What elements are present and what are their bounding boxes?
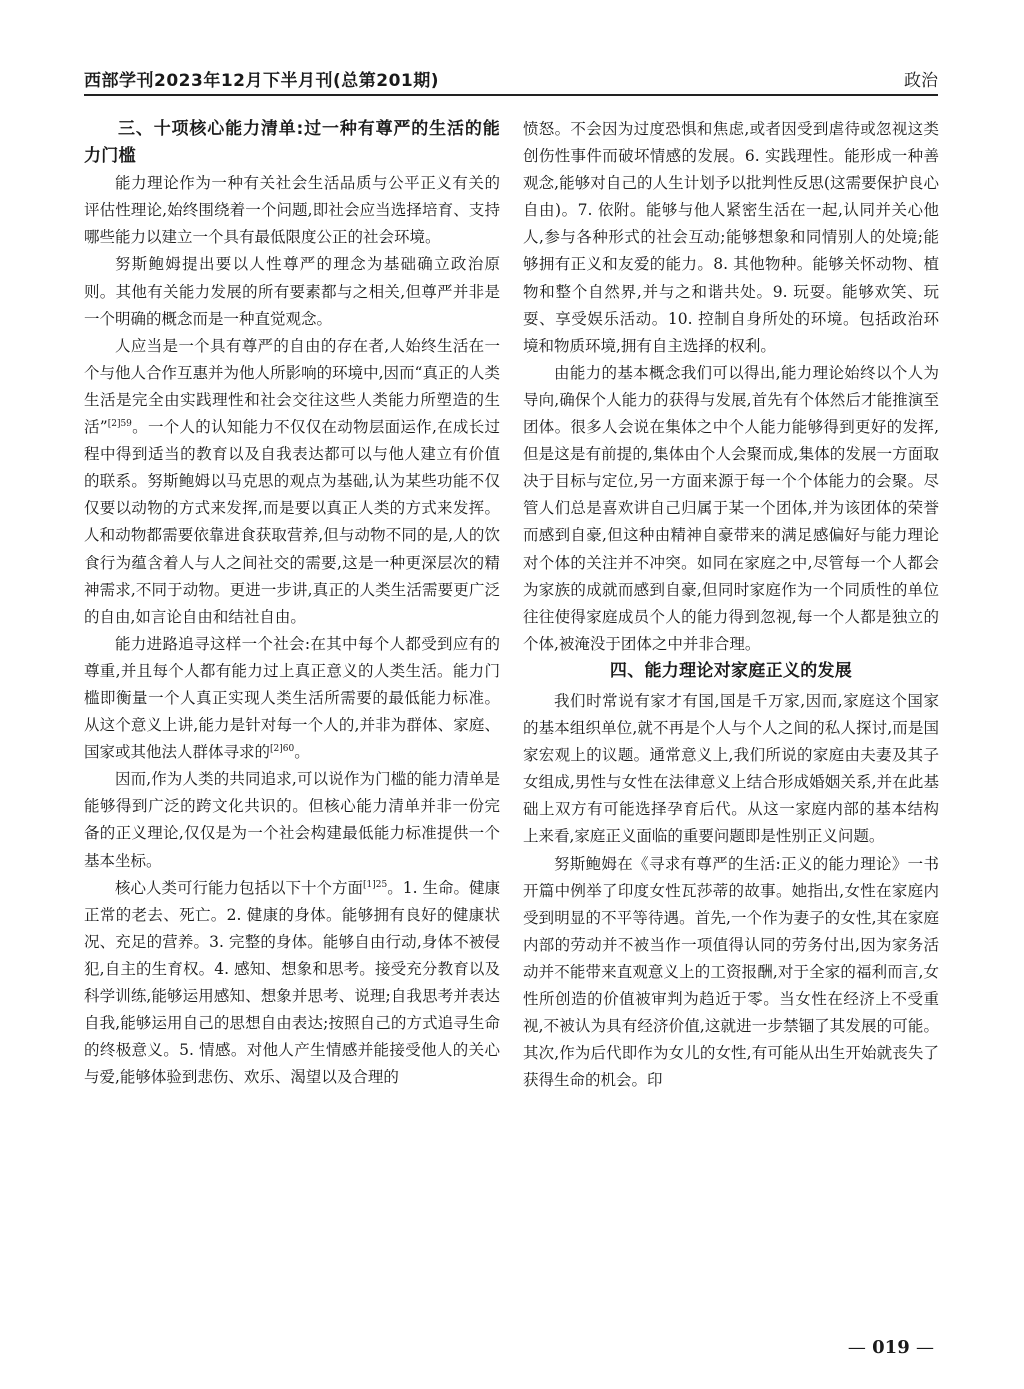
section-heading-3: 三、十项核心能力清单:过一种有尊严的生活的能力门槛	[84, 119, 500, 167]
citation-ref: [2]59	[107, 418, 132, 429]
paragraph: 努斯鲍姆在《寻求有尊严的生活:正义的能力理论》一书开篇中例举了印度女性瓦莎蒂的故事。她指出,女性在家庭内受到明显的不平等待遇。首先,一个作为妻子的女性,其在家庭内部的劳动并不被当作一项值得认同的劳务付出,因为家务活动并不能带来直观意义上的工资报酬,对于全家的福利而言,女性所创造的价值被审判为趋近于零。当女性在经济上不受重视,不被认为具有经济价值,这就进一步禁锢了其发展的可能。其次,作为后代即作为女儿的女性,有可能从出生开始就丧失了获得生命的机会。印	[523, 854, 939, 1090]
page-number-text: 019	[872, 1337, 910, 1358]
folio-dash: —	[847, 1337, 866, 1358]
paragraph	[84, 631, 500, 766]
citation-ref: [2]60	[270, 744, 295, 754]
running-header	[84, 64, 938, 96]
paragraph: 我们时常说有家才有国,国是千万家,因而,家庭这个国家的基本组织单位,就不再是个人与个人之间的私人探讨,而是国家宏观上的议题。通常意义上,我们所说的家庭由夫妻及其子女组成,男性与女性在法律意义上结合形成婚姻关系,并在此基础上双方有可能选择孕育后代。从这一家庭内部的基本结构上来看,家庭正义面临的重要问题即是性别正义问题。	[523, 691, 939, 846]
paragraph: 能力理论作为一种有关社会生活品质与公平正义有关的评估性理论,始终围绕着一个问题,即社会应当选择培育、支持哪些能力以建立一个具有最低限度公正的社会环境。	[84, 174, 500, 247]
paragraph-text: 能力进路追寻这样一个社会:在其中每个人都受到应有的尊重,并且每个人都有能力过上真正意义的人类生活。能力门槛即衡量一个人真正实现人类生活所需要的最低能力标准。从这个意义上讲,能力是针对每一个人的,并非为群体、家庭、国家或其他法人群体寻求的	[84, 634, 500, 762]
section-heading-4: 四、能力理论对家庭正义的发展	[609, 660, 853, 681]
page-number	[848, 1337, 934, 1358]
citation-ref: [1]25	[363, 879, 388, 890]
paragraph-text: 。1. 生命。健康正常的老去、死亡。2. 健康的身体。能够拥有良好的健康状况、充足的营养。3. 完整的身体。能够自由行动,身体不被侵犯,自主的生育权。4. 感知、想象和思考。接受充分教育以及科学训练,能够运用感知、想象并思考、说理;自我思考并表达自我,能够运用自己的思想自由表达;按照自己的方式追寻生命的终极意义。5. 情感。对他人产生情感并能接受他人的关心与爱,能够体验到悲伤、欢乐、渴望以及合理的	[84, 878, 500, 1087]
paragraph-text: 核心人类可行能力包括以下十个方面	[115, 878, 364, 897]
paragraph: 努斯鲍姆提出要以人性尊严的理念为基础确立政治原则。其他有关能力发展的所有要素都与之相关,但尊严并非是一个明确的概念而是一种直觉观念。	[84, 255, 500, 328]
right-column	[523, 116, 939, 1094]
left-column	[84, 116, 500, 1091]
section-label: 政治	[904, 71, 938, 91]
journal-title: 西部学刊2023年12月下半月刊(总第201期)	[84, 71, 439, 91]
paragraph-text: 。一个人的认知能力不仅仅在动物层面运作,在成长过程中得到适当的教育以及自我表达都可以与他人建立有价值的联系。努斯鲍姆以马克思的观点为基础,认为某些功能不仅仅要以动物的方式来发挥,而是要以真正人类的方式来发挥。人和动物都需要依靠进食获取营养,但与动物不同的是,人的饮食行为蕴含着人与人之间社交的需要,这是一种更深层次的精神需求,不同于动物。更进一步讲,真正的人类生活需要更广泛的自由,如言论自由和结社自由。	[84, 418, 500, 626]
paragraph	[84, 333, 500, 631]
folio-dash: —	[916, 1337, 934, 1358]
paragraph-text: 人应当是一个具有尊严的自由的存在者,人始终生活在一个与他人合作互惠并为他人所影响的环境中,因而“真正的人类生活是完全由实践理性和社会交往这些人类能力所塑造的生活”	[84, 336, 500, 437]
paragraph: 因而,作为人类的共同追求,可以说作为门槛的能力清单是能够得到广泛的跨文化共识的。但核心能力清单并非一份完备的正义理论,仅仅是为一个社会构建最低能力标准提供一个基本坐标。	[84, 770, 500, 870]
paragraph	[84, 875, 500, 1092]
paragraph-text: 。	[294, 743, 310, 762]
paragraph: 由能力的基本概念我们可以得出,能力理论始终以个人为导向,确保个人能力的获得与发展,首先有个体然后才能推演至团体。很多人会说在集体之中个人能力能够得到更好的发挥,但是这是有前提的,集体由个人会聚而成,集体的发展一方面取决于目标与定位,另一方面来源于每一个个体能力的会聚。尽管人们总是喜欢讲自己归属于某一个团体,并为该团体的荣誉而感到自豪,但这种由精神自豪带来的满足感偏好与能力理论对个体的关注并不冲突。如同在家庭之中,尽管每一个人都会为家族的成就而感到自豪,但同时家庭作为一个同质性的单位往往使得家庭成员个人的能力得到忽视,每一个人都是独立的个体,被淹没于团体之中并非合理。	[523, 363, 939, 653]
paragraph-continued: 愤怒。不会因为过度恐惧和焦虑,或者因受到虐待或忽视这类创伤性事件而破坏情感的发展。6. 实践理性。能形成一种善观念,能够对自己的人生计划予以批判性反思(这需要保护良心自由)。7. 依附。能够与他人紧密生活在一起,认同并关心他人,参与各种形式的社会互动;能够想象和同情别人的处境;能够拥有正义和友爱的能力。8. 其他物种。能够关怀动物、植物和整个自然界,并与之和谐共处。9. 玩耍。能够欢笑、玩耍、享受娱乐活动。10. 控制自身所处的环境。包括政治环境和物质环境,拥有自主选择的权利。	[523, 120, 939, 355]
